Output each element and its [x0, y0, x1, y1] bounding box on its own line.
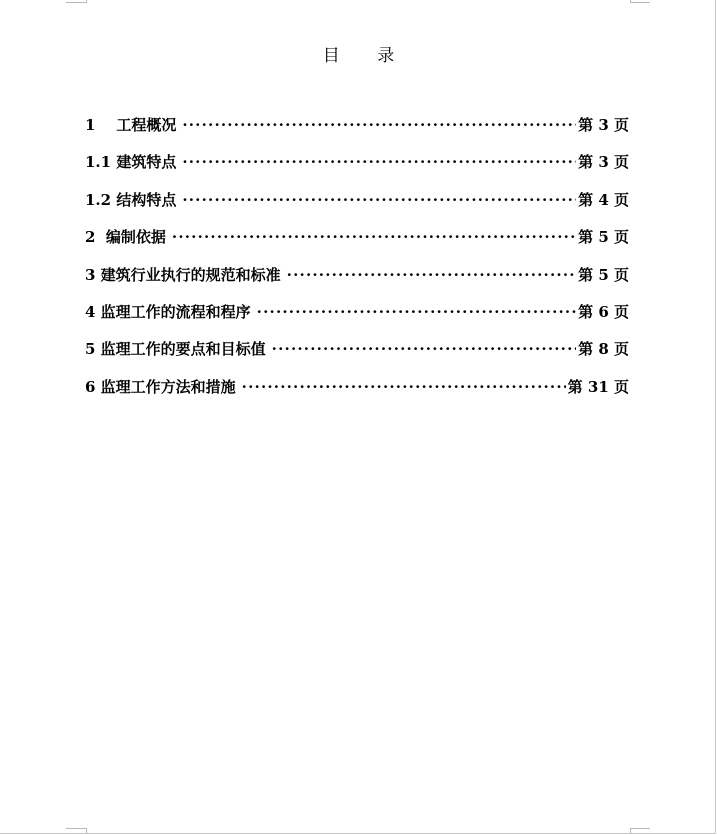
- toc-leader-dots: [287, 266, 576, 284]
- toc-leader-dots: [257, 303, 576, 321]
- crop-mark-bottom-left: [86, 828, 87, 833]
- toc-entry[interactable]: [85, 301, 629, 338]
- crop-mark-top-left: [86, 0, 87, 3]
- crop-mark-top-right: [630, 2, 650, 3]
- toc-leader-dots: [172, 228, 576, 246]
- toc-leader-dots: [272, 340, 576, 358]
- toc-entry-label: 4 监理工作的流程和程序: [85, 302, 251, 321]
- toc-entry-page: 第 5 页: [578, 265, 629, 284]
- toc-entry-page: 第 8 页: [578, 340, 629, 359]
- toc-entry-label: 5 监理工作的要点和目标值: [85, 340, 266, 359]
- table-of-contents: [85, 114, 629, 413]
- toc-entry[interactable]: [85, 151, 629, 188]
- crop-mark-bottom-right: [630, 828, 631, 833]
- toc-leader-dots: [182, 116, 576, 134]
- toc-title: 目 录: [322, 46, 411, 66]
- crop-mark-bottom-right: [630, 828, 650, 829]
- toc-entry-page: 第 3 页: [578, 116, 629, 134]
- toc-entry-page: 第 6 页: [578, 302, 629, 321]
- toc-entry-label: 1.1 建筑特点: [85, 153, 177, 172]
- toc-entry[interactable]: [85, 226, 629, 263]
- toc-entry[interactable]: [85, 189, 629, 226]
- toc-entry-label: 2 编制依据: [85, 228, 166, 247]
- toc-leader-dots: [182, 153, 576, 171]
- toc-entry-page: 第 4 页: [578, 190, 629, 209]
- toc-entry[interactable]: [85, 376, 629, 413]
- toc-leader-dots: [242, 378, 566, 396]
- toc-entry-label: 6 监理工作方法和措施: [85, 377, 236, 396]
- toc-entry-page: 第 3 页: [578, 153, 629, 172]
- toc-entry-page: 第 5 页: [578, 228, 629, 247]
- toc-entry[interactable]: [85, 114, 629, 151]
- toc-leader-dots: [182, 191, 576, 209]
- crop-mark-bottom-left: [66, 828, 86, 829]
- toc-entry-label: 1 工程概况: [85, 116, 177, 134]
- toc-entry-label: 3 建筑行业执行的规范和标准: [85, 265, 281, 284]
- toc-entry-page: 第 31 页: [567, 377, 629, 396]
- toc-entry[interactable]: [85, 264, 629, 301]
- toc-entry[interactable]: [85, 338, 629, 375]
- crop-mark-top-right: [630, 0, 631, 3]
- crop-mark-top-left: [66, 2, 86, 3]
- toc-entry-label: 1.2 结构特点: [85, 190, 177, 209]
